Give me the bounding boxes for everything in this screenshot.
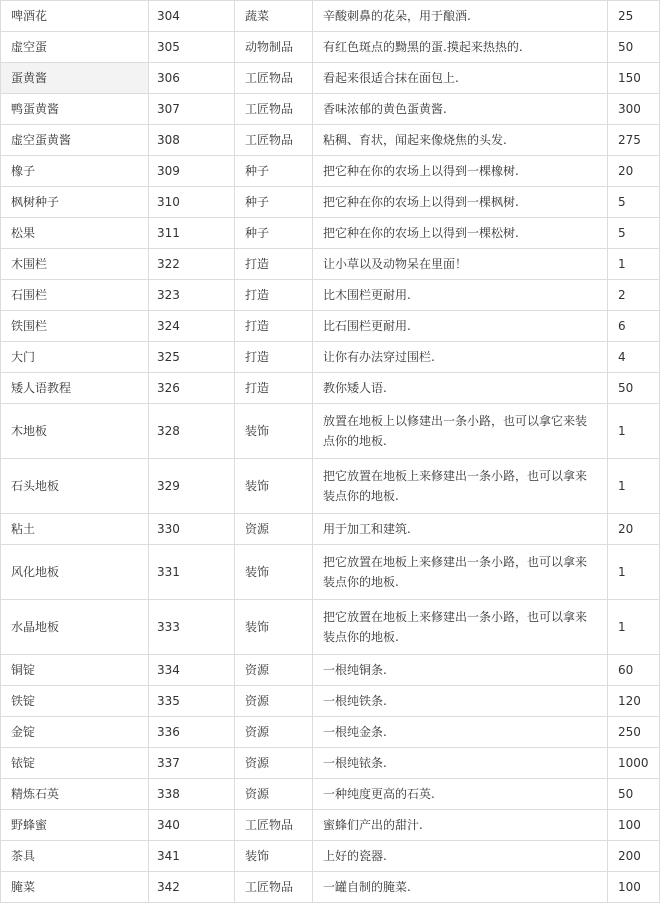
- item-id-cell: 336: [149, 717, 235, 748]
- item-description-cell: 比石围栏更耐用.: [313, 311, 608, 342]
- item-name-cell: 铜锭: [1, 655, 149, 686]
- table-row: [1, 218, 660, 249]
- item-id-cell: 304: [149, 1, 235, 32]
- item-name-cell: 粘土: [1, 514, 149, 545]
- item-price-cell: 1000: [608, 748, 660, 779]
- item-description-cell: 一根纯铜条.: [313, 655, 608, 686]
- item-name-cell: 石头地板: [1, 459, 149, 514]
- item-description-cell: 让你有办法穿过围栏.: [313, 342, 608, 373]
- item-description-cell: 上好的瓷器.: [313, 841, 608, 872]
- item-name-cell: 木围栏: [1, 249, 149, 280]
- item-category-cell: 装饰: [235, 600, 313, 655]
- item-price-cell: 1: [608, 600, 660, 655]
- item-name-cell: 金锭: [1, 717, 149, 748]
- item-id-cell: 340: [149, 810, 235, 841]
- item-id-cell: 305: [149, 32, 235, 63]
- item-id-cell: 328: [149, 404, 235, 459]
- item-id-cell: 342: [149, 872, 235, 903]
- item-price-cell: 60: [608, 655, 660, 686]
- item-name-cell: 虚空蛋: [1, 32, 149, 63]
- item-category-cell: 种子: [235, 187, 313, 218]
- item-id-cell: 333: [149, 600, 235, 655]
- item-price-cell: 6: [608, 311, 660, 342]
- item-id-cell: 331: [149, 545, 235, 600]
- item-category-cell: 工匠物品: [235, 94, 313, 125]
- table-row: [1, 459, 660, 514]
- item-price-cell: 100: [608, 810, 660, 841]
- table-row: [1, 655, 660, 686]
- item-price-cell: 25: [608, 1, 660, 32]
- table-row: [1, 686, 660, 717]
- item-description-cell: 一根纯铱条.: [313, 748, 608, 779]
- item-name-cell: 矮人语教程: [1, 373, 149, 404]
- table-row: [1, 311, 660, 342]
- item-id-cell: 330: [149, 514, 235, 545]
- item-description-cell: 粘稠、育状，闻起来像烧焦的头发.: [313, 125, 608, 156]
- item-description-cell: 一根纯金条.: [313, 717, 608, 748]
- table-row: [1, 717, 660, 748]
- item-category-cell: 装饰: [235, 545, 313, 600]
- table-row: [1, 404, 660, 459]
- item-name-cell: 松果: [1, 218, 149, 249]
- item-price-cell: 5: [608, 218, 660, 249]
- item-name-cell: 蛋黄酱: [1, 63, 149, 94]
- item-description-cell: 比木围栏更耐用.: [313, 280, 608, 311]
- item-price-cell: 4: [608, 342, 660, 373]
- item-id-cell: 322: [149, 249, 235, 280]
- item-description-cell: 用于加工和建筑.: [313, 514, 608, 545]
- item-category-cell: 装饰: [235, 841, 313, 872]
- item-description-cell: 教你矮人语.: [313, 373, 608, 404]
- item-category-cell: 打造: [235, 342, 313, 373]
- table-row: [1, 841, 660, 872]
- item-name-cell: 橡子: [1, 156, 149, 187]
- item-category-cell: 蔬菜: [235, 1, 313, 32]
- item-name-cell: 虚空蛋黄酱: [1, 125, 149, 156]
- items-table-body: [1, 1, 660, 903]
- item-price-cell: 50: [608, 32, 660, 63]
- table-row: [1, 514, 660, 545]
- item-price-cell: 250: [608, 717, 660, 748]
- item-id-cell: 309: [149, 156, 235, 187]
- item-name-cell: 鸭蛋黄酱: [1, 94, 149, 125]
- item-category-cell: 资源: [235, 779, 313, 810]
- item-name-cell: 木地板: [1, 404, 149, 459]
- item-category-cell: 资源: [235, 686, 313, 717]
- item-category-cell: 装饰: [235, 404, 313, 459]
- item-price-cell: 1: [608, 249, 660, 280]
- item-id-cell: 325: [149, 342, 235, 373]
- item-category-cell: 资源: [235, 655, 313, 686]
- item-price-cell: 100: [608, 872, 660, 903]
- table-row: [1, 32, 660, 63]
- item-description-cell: 有红色斑点的黝黑的蛋.摸起来热热的.: [313, 32, 608, 63]
- item-category-cell: 工匠物品: [235, 125, 313, 156]
- item-description-cell: 把它种在你的农场上以得到一棵橡树.: [313, 156, 608, 187]
- item-name-cell: 风化地板: [1, 545, 149, 600]
- item-description-cell: 把它放置在地板上来修建出一条小路，也可以拿来装点你的地板.: [313, 459, 608, 514]
- item-description-cell: 一根纯铁条.: [313, 686, 608, 717]
- item-price-cell: 50: [608, 373, 660, 404]
- table-row: [1, 125, 660, 156]
- item-price-cell: 2: [608, 280, 660, 311]
- item-id-cell: 334: [149, 655, 235, 686]
- item-category-cell: 打造: [235, 373, 313, 404]
- item-name-cell: 铱锭: [1, 748, 149, 779]
- item-description-cell: 把它放置在地板上来修建出一条小路，也可以拿来装点你的地板.: [313, 600, 608, 655]
- item-name-cell: 石围栏: [1, 280, 149, 311]
- table-row: [1, 94, 660, 125]
- item-category-cell: 资源: [235, 717, 313, 748]
- item-price-cell: 1: [608, 459, 660, 514]
- item-id-cell: 306: [149, 63, 235, 94]
- item-description-cell: 放置在地板上以修建出一条小路，也可以拿它来装点你的地板.: [313, 404, 608, 459]
- item-id-cell: 337: [149, 748, 235, 779]
- item-description-cell: 把它种在你的农场上以得到一棵松树.: [313, 218, 608, 249]
- item-price-cell: 50: [608, 779, 660, 810]
- table-row: [1, 63, 660, 94]
- item-name-cell: 茶具: [1, 841, 149, 872]
- table-row: [1, 872, 660, 903]
- item-price-cell: 1: [608, 545, 660, 600]
- item-description-cell: 让小草以及动物呆在里面！: [313, 249, 608, 280]
- item-name-cell: 野蜂蜜: [1, 810, 149, 841]
- item-category-cell: 装饰: [235, 459, 313, 514]
- item-price-cell: 1: [608, 404, 660, 459]
- item-price-cell: 275: [608, 125, 660, 156]
- table-row: [1, 249, 660, 280]
- item-name-cell: 枫树种子: [1, 187, 149, 218]
- item-id-cell: 341: [149, 841, 235, 872]
- item-description-cell: 看起来很适合抹在面包上.: [313, 63, 608, 94]
- item-category-cell: 工匠物品: [235, 63, 313, 94]
- item-id-cell: 326: [149, 373, 235, 404]
- item-name-cell: 精炼石英: [1, 779, 149, 810]
- item-price-cell: 20: [608, 156, 660, 187]
- item-id-cell: 307: [149, 94, 235, 125]
- table-row: [1, 810, 660, 841]
- item-category-cell: 打造: [235, 280, 313, 311]
- item-id-cell: 329: [149, 459, 235, 514]
- item-description-cell: 一种纯度更高的石英.: [313, 779, 608, 810]
- table-row: [1, 280, 660, 311]
- item-category-cell: 种子: [235, 156, 313, 187]
- table-row: [1, 748, 660, 779]
- item-id-cell: 335: [149, 686, 235, 717]
- item-category-cell: 动物制品: [235, 32, 313, 63]
- item-price-cell: 5: [608, 187, 660, 218]
- item-name-cell: 啤酒花: [1, 1, 149, 32]
- item-description-cell: 蜜蜂们产出的甜汁.: [313, 810, 608, 841]
- item-description-cell: 把它种在你的农场上以得到一棵枫树.: [313, 187, 608, 218]
- item-description-cell: 辛酸刺鼻的花朵，用于酿酒.: [313, 1, 608, 32]
- item-category-cell: 打造: [235, 311, 313, 342]
- item-category-cell: 工匠物品: [235, 810, 313, 841]
- item-id-cell: 338: [149, 779, 235, 810]
- item-name-cell: 腌菜: [1, 872, 149, 903]
- table-row: [1, 342, 660, 373]
- item-price-cell: 120: [608, 686, 660, 717]
- item-id-cell: 308: [149, 125, 235, 156]
- item-name-cell: 大门: [1, 342, 149, 373]
- item-category-cell: 资源: [235, 514, 313, 545]
- table-row: [1, 187, 660, 218]
- table-row: [1, 1, 660, 32]
- item-category-cell: 工匠物品: [235, 872, 313, 903]
- item-id-cell: 311: [149, 218, 235, 249]
- item-id-cell: 324: [149, 311, 235, 342]
- item-price-cell: 300: [608, 94, 660, 125]
- item-price-cell: 150: [608, 63, 660, 94]
- item-name-cell: 水晶地板: [1, 600, 149, 655]
- item-category-cell: 种子: [235, 218, 313, 249]
- item-id-cell: 323: [149, 280, 235, 311]
- item-category-cell: 打造: [235, 249, 313, 280]
- table-row: [1, 545, 660, 600]
- table-row: [1, 779, 660, 810]
- item-id-cell: 310: [149, 187, 235, 218]
- table-row: [1, 600, 660, 655]
- item-price-cell: 200: [608, 841, 660, 872]
- table-row: [1, 373, 660, 404]
- item-category-cell: 资源: [235, 748, 313, 779]
- item-description-cell: 一罐自制的腌菜.: [313, 872, 608, 903]
- item-description-cell: 香味浓郁的黄色蛋黄酱.: [313, 94, 608, 125]
- item-price-cell: 20: [608, 514, 660, 545]
- item-name-cell: 铁围栏: [1, 311, 149, 342]
- item-name-cell: 铁锭: [1, 686, 149, 717]
- item-description-cell: 把它放置在地板上来修建出一条小路，也可以拿来装点你的地板.: [313, 545, 608, 600]
- table-row: [1, 156, 660, 187]
